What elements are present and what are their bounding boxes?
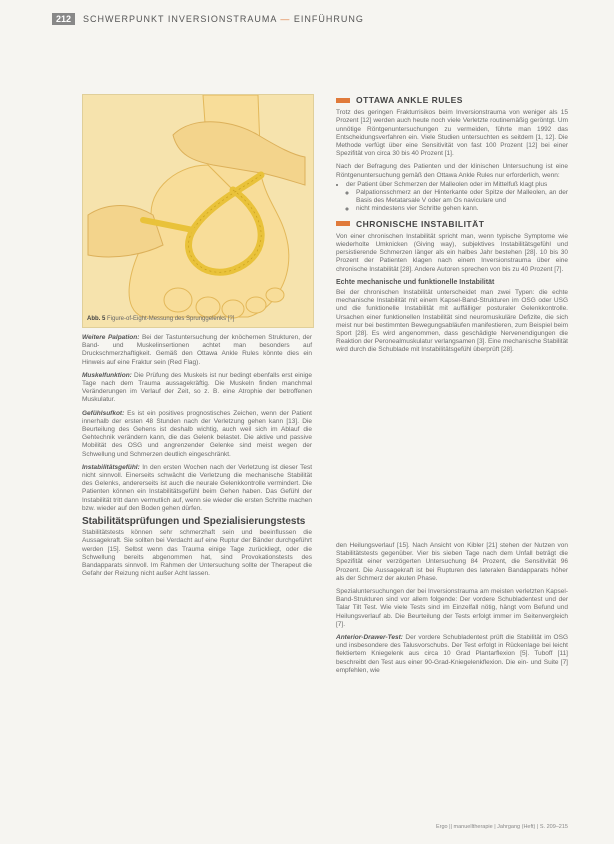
running-title-line (83, 14, 364, 24)
ottawa-sub-list (346, 189, 568, 214)
paragraph-text: Die Prüfung des Muskels ist nur bedingt ebenfalls erst einige Tage nach dem Trauma aussagekräftig. Die Muskeln finden manchmal Veränderungen im Verlauf der Zeit, so z. B. eine Atrophie der betroffenen Muskulatur. (82, 371, 313, 404)
section-heading-stability: Stabilitätsprüfungen und Spezialisierungstests (82, 516, 306, 528)
heading-bar-icon (336, 98, 350, 103)
paragraph-anterior-drawer (336, 634, 568, 675)
figure-caption-label: Abb. 5 (87, 315, 106, 322)
subheading-instability: Echte mechanische und funktionelle Instabilität (336, 278, 495, 286)
paragraph-ottawa-1: Trotz des geringen Frakturrisikos beim Inversionstrauma von weniger als 15 Prozent [12] werden auch heute noch viele Verletzte routinemäßig geröntgt. Um unnötige Röntgenuntersuchungen zu vermeiden, führte man 1992 das Entscheidungsverfahren ein. Viele Studien untersuchten es seitdem [1, 12]. Die Methode verfügt über eine Sensitivität von fast 100 Prozent [12] bei einer Spezifität von circa 30 bis 40 Prozent [1]. (336, 109, 568, 158)
list-item: ◦ Palpationsschmerz an der Hinterkante oder Spitze der Malleolen, an der Basis des Metatarsale V oder am Os naviculare und (356, 189, 568, 205)
paragraph-lead: Muskelfunktion: (82, 371, 132, 379)
ankle-illustration (83, 95, 313, 327)
paragraph-lead: Weitere Palpation: (82, 334, 140, 341)
section-title: OTTAWA ANKLE RULES (356, 95, 463, 105)
figure-ankle-measurement (82, 94, 314, 328)
right-column (336, 96, 568, 360)
figure-caption-text: Figure-of-Eight-Messung des Sprunggelenks [?] (107, 315, 235, 322)
running-section: EINFÜHRUNG (293, 14, 364, 24)
ottawa-criteria-list (336, 181, 568, 214)
paragraph-instability (82, 464, 312, 513)
figure-caption (87, 316, 287, 324)
list-item: ◦ nicht mindestens vier Schritte gehen kann. (356, 205, 568, 213)
list-item: • der Patient über Schmerzen der Malleolen oder im Mittelfuß klagt plus (346, 181, 568, 189)
paragraph-healing: den Heilungsverlauf [15]. Nach Ansicht von Kibler [21] stehen der Nutzen von Stabilitätstests gegenüber. Vier bis sieben Tage nach dem Unfall beträgt die Spezifität einer verzögerten Untersuchung 84 Prozent, die Sensitivität 96 Prozent. Die Aussagekraft ist bei Rupturen des lateralen Bandapparats höher als der Schmerz der akuten Phase. (336, 542, 568, 582)
page-footer: Ergo || manuelltherapie | Jahrgang (Heft) | S. 209–215 (436, 824, 568, 830)
heading-bar-icon (336, 221, 350, 226)
paragraph-text: Bei der Tastuntersuchung der knöchernen Strukturen, der Band- und Muskelinsertionen achtet man besonders auf Druckschmerzhaftigkeit. Gemäß den Ottawa Ankle Rules könnte dies ein Hinweis auf eine Fraktur sein (Red Flag). (82, 334, 313, 366)
paragraph-text: Der vordere Schubladentest prüft die Stabilität im OSG und insbesondere des Talusvorschubs. Der Test erfolgt in Rückenlage bei leicht flektiertem Kniegelenk aus circa 10 Grad Plantarflexion [5]. Tuboff [11] beschreibt den Test aus einer 90-Grad-Kniegelenkflexion. Die ein- und Suite [7] empfehlen, wie (336, 634, 568, 674)
paragraph-gait (82, 410, 312, 459)
paragraph-text: In den ersten Wochen nach der Verletzung ist dieser Test nicht sinnvoll. Einerseits schwächt die Verletzung die mechanische Stabilität des Gelenks, andererseits ist auch die neurale Gelenkkontrolle vermindert. Die Patienten können ein Instabilitätsgefühl beim Gehen haben. Das Gefühl der Instabilität tritt dann vermutlich auf, wenn sie wieder die ersten Schritte machen bzw. wieder auf den Boden gehen dürfen. (82, 463, 312, 512)
paragraph-text: Stabilitätstests können sehr schmerzhaft sein und beeinflussen die Aussagekraft. Sie sollten bei Verdacht auf eine Ruptur der Bänder durchgeführt werden [15]. Selbst wenn das Trauma einige Tage zurückliegt, oder die Schwellung bereits abgenommen hat, sind Provokationstests des Bandapparats sinnvoll. Im Rahmen der Untersuchung sollte der Therapeut die Gefahr der Reizung nicht außer Acht lassen. (82, 529, 312, 578)
paragraph-lead: Anterior-Drawer-Test: (336, 634, 403, 642)
running-separator: — (280, 14, 291, 24)
paragraph-lead: Gefühlsufkot: (82, 409, 125, 417)
paragraph-ottawa-2: Nach der Befragung des Patienten und der klinischen Untersuchung ist eine Röntgenuntersuchung gemäß den Ottawa Ankle Rules nur erforderlich, wenn: (336, 163, 568, 179)
paragraph-muscle (82, 372, 312, 405)
paragraph-special-tests: Spezialuntersuchungen der bei Inversionstrauma am meisten verletzten Kapsel-Band-Strukturen sind vor allem folgende: Der vordere Schubladentest und der Talar Tilt Test. Wie viele Tests sind im Einzelfall nötig, hängt vom Befund und Heilungsverlauf ab. Die Beurteilung der Tests erfolgt immer im Seitenvergleich [7]. (336, 588, 568, 628)
section-title: CHRONISCHE INSTABILITÄT (356, 218, 485, 229)
page-number: 212 (52, 13, 75, 25)
running-header (52, 12, 364, 26)
paragraph-chronic-1: Von einer chronischen Instabilität spricht man, wenn typische Symptome wie wiederholte Umknicken (Giving way), subjektives Instabilitätsgefühl und persistierende Schmerzen länger als ein halbes Jahr bestehen [28]. 10 bis 30 Prozent der Patienten klagen nach einem Inversionstrauma über eine chronische Instabilität [28]. Andere Autoren sprechen von bis zu 40 Prozent [7]. (336, 232, 568, 273)
right-column-lower (336, 542, 568, 680)
running-title: SCHWERPUNKT INVERSIONSTRAUMA (83, 14, 277, 24)
section-heading-ottawa (336, 96, 568, 104)
section-heading-chronic (336, 220, 568, 228)
left-column (82, 334, 312, 583)
paragraph-palpation (82, 334, 312, 367)
paragraph-text: Es ist ein positives prognostisches Zeichen, wenn der Patient innerhalb der ersten 48 Stunden nach der Verletzung gehen kann [13]. Die Beurteilung des Gehens ist deshalb wichtig, auch weil sich im Ablauf die Gehtechnik verändern kann, die das Gelenk belastet. Die aktive und passive Mobilität des OSG und angrenzender Gelenke sind meist wegen der Schwellung und Schmerzen deutlich eingeschränkt. (82, 409, 312, 458)
paragraph-stability (82, 529, 312, 578)
paragraph-lead: Instabilitätsgefühl: (82, 463, 140, 471)
paragraph-chronic-2: Bei der chronischen Instabilität unterscheidet man zwei Typen: die echte mechanische Instabilität mit einem Kapsel-Band-Strukturen im OSG oder USG und die funktionelle Instabilität mit auffälliger posturaler Gelenkkontrolle. Ursachen einer funktionellen Instabilität sind neuromuskuläre Defizite, die sich meist nur bei bestimmten Bewegungsabläufen manifestieren, zum Beispiel beim Sport [28]. Es wird angenommen, dass geschädigte Nervenendigungen die Reaktion der Peronealmuskulatur verlangsamen [3]. Eine mechanische Stabilität wird durch die Schublade mit Instabilitätsgefühl überprüft [28]. (336, 289, 568, 354)
